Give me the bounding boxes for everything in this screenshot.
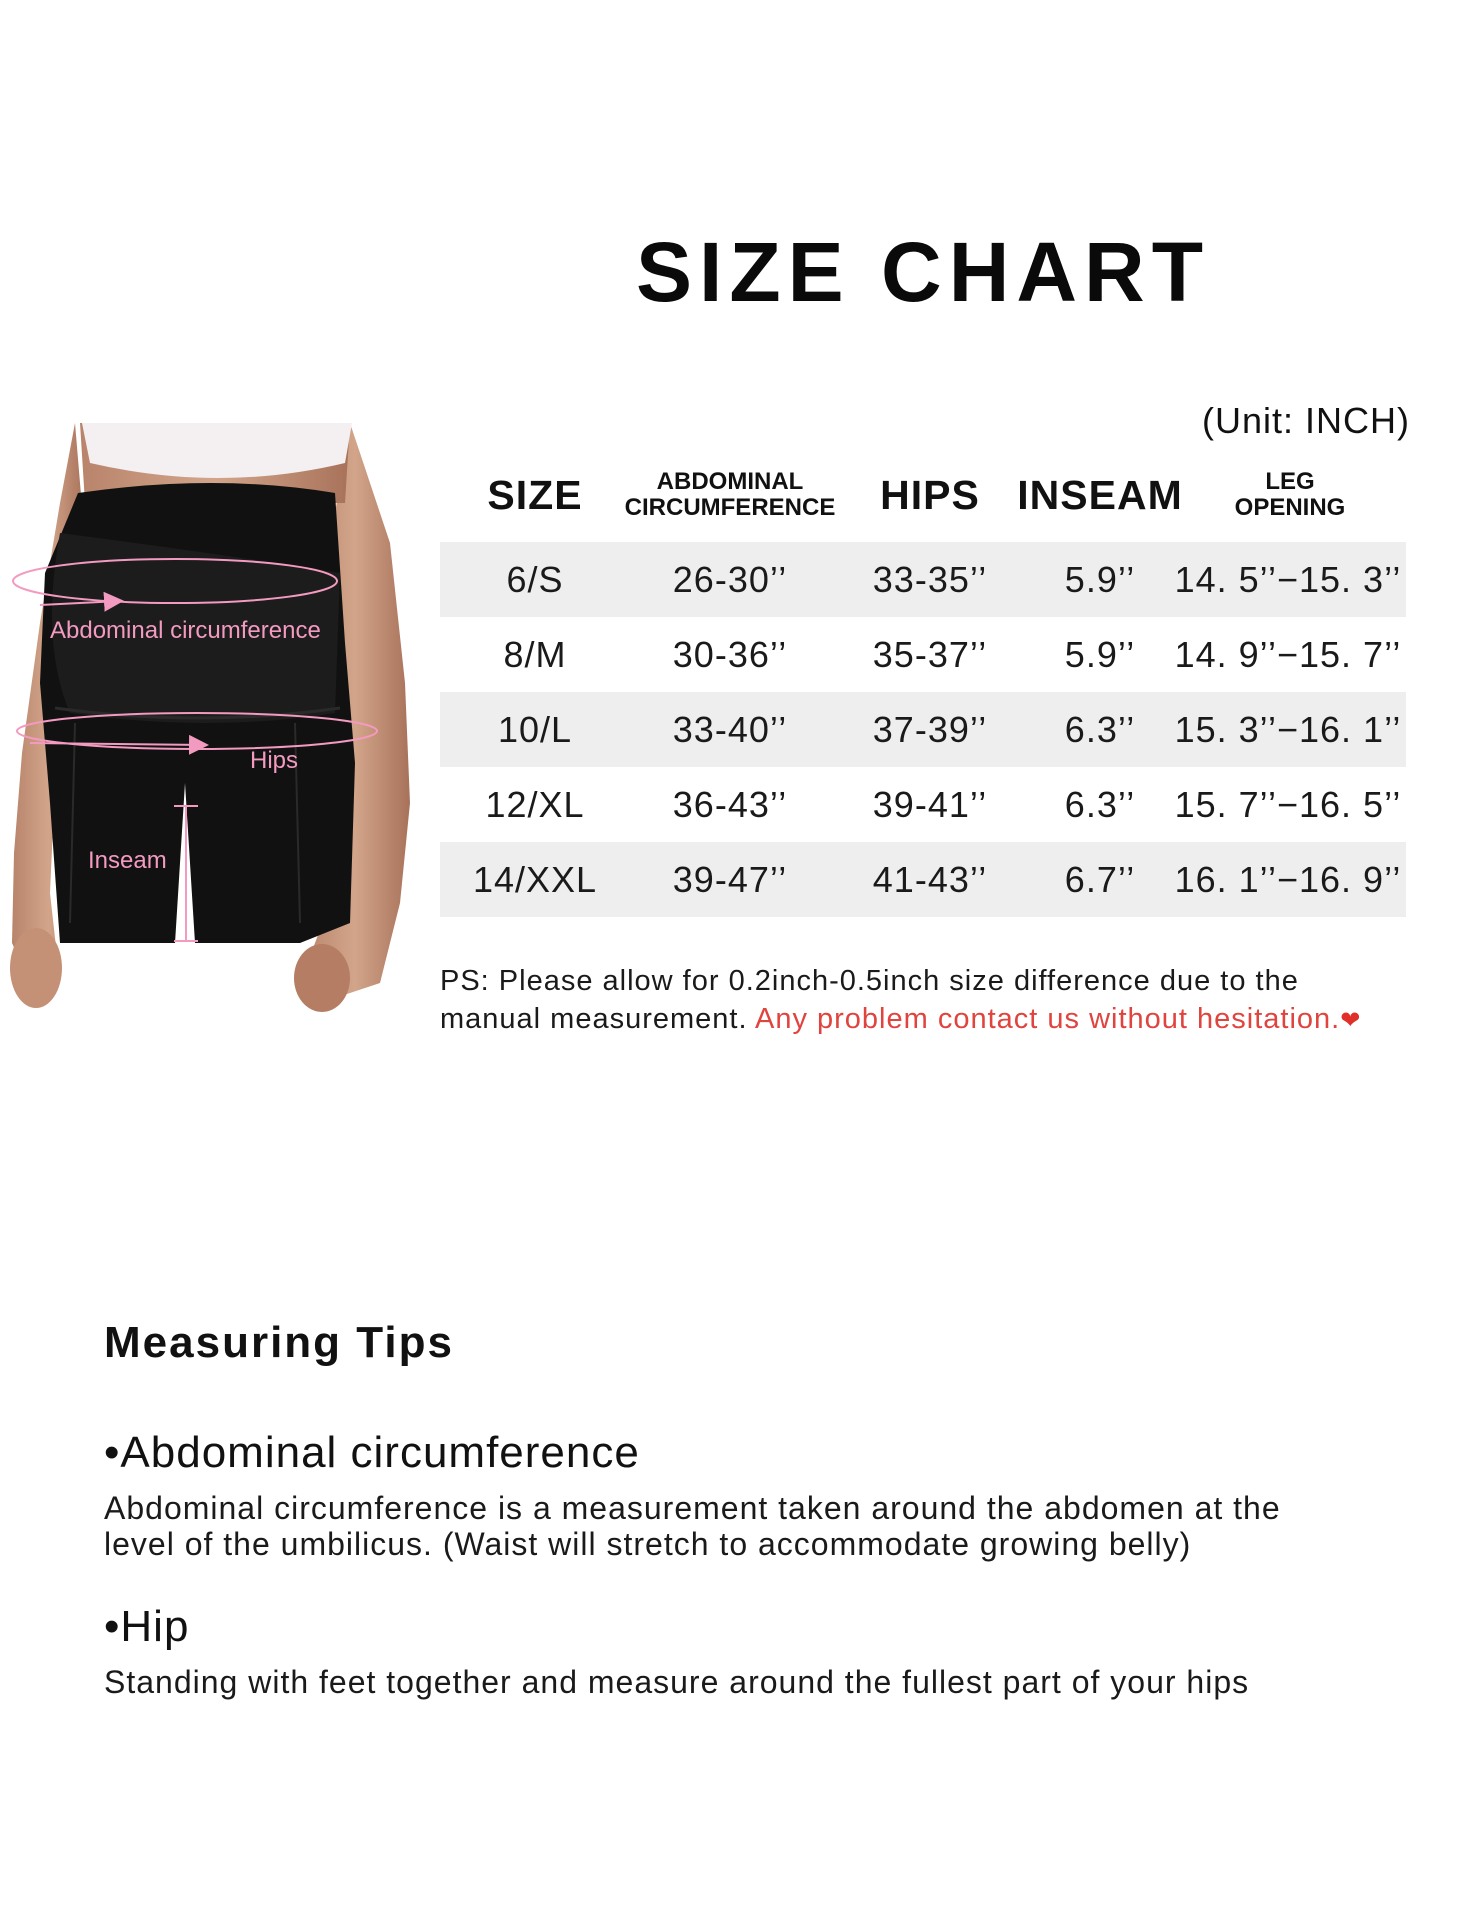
cell-hips: 35-37’’ xyxy=(872,633,988,675)
page-title: SIZE CHART xyxy=(636,225,1210,319)
cell-abdominal: 26-30’’ xyxy=(672,558,788,600)
note-line2-plain: manual measurement. xyxy=(440,1003,755,1035)
hips-label: Hips xyxy=(250,747,299,774)
table-row xyxy=(440,617,1406,692)
cell-leg-opening: 15. 3’’−16. 1’’ xyxy=(1174,708,1402,750)
header-hips xyxy=(840,450,1020,540)
header-size-label: SIZE xyxy=(487,471,583,518)
header-leg-line1: LEG xyxy=(1265,468,1315,495)
cell-abdominal: 33-40’’ xyxy=(672,708,788,750)
cell-abdominal: 30-36’’ xyxy=(672,633,788,675)
cell-size: 6/S xyxy=(506,558,564,600)
table-row xyxy=(440,767,1406,842)
table-header xyxy=(440,450,1406,540)
model-illustration xyxy=(0,423,432,1017)
header-abdominal xyxy=(610,450,850,540)
cell-hips: 39-41’’ xyxy=(872,783,988,825)
cell-leg-opening: 15. 7’’−16. 5’’ xyxy=(1174,783,1402,825)
cell-hips: 37-39’’ xyxy=(872,708,988,750)
tip-abdominal-title: •Abdominal circumference xyxy=(104,1428,640,1477)
cell-abdominal: 39-47’’ xyxy=(672,858,788,900)
cell-inseam: 6.3’’ xyxy=(1064,783,1136,825)
header-size xyxy=(440,450,630,540)
contact-note: Any problem contact us without hesitation. xyxy=(754,1003,1341,1035)
note-line1: PS: Please allow for 0.2inch-0.5inch size difference due to the xyxy=(440,965,1299,997)
tip-hip-title: •Hip xyxy=(104,1602,190,1651)
cell-inseam: 5.9’’ xyxy=(1064,633,1136,675)
cell-size: 12/XL xyxy=(485,783,585,825)
table-row xyxy=(440,692,1406,767)
header-inseam-label: INSEAM xyxy=(1017,471,1183,518)
cell-hips: 33-35’’ xyxy=(872,558,988,600)
cell-leg-opening: 14. 5’’−15. 3’’ xyxy=(1174,558,1402,600)
tip-abdominal-line1: Abdominal circumference is a measurement taken around the abdomen at the xyxy=(104,1490,1281,1526)
cell-size: 8/M xyxy=(503,633,567,675)
header-hips-label: HIPS xyxy=(880,471,980,518)
cell-size: 14/XXL xyxy=(472,858,598,900)
inseam-label: Inseam xyxy=(88,847,167,874)
table-row xyxy=(440,542,1406,617)
tip-abdominal-line2: level of the umbilicus. (Waist will stretch to accommodate growing belly) xyxy=(104,1526,1192,1562)
cell-size: 10/L xyxy=(497,708,573,750)
header-leg-line2: OPENING xyxy=(1234,494,1346,521)
header-abdominal-line2: CIRCUMFERENCE xyxy=(624,494,836,521)
header-abdominal-line1: ABDOMINAL xyxy=(656,468,804,495)
cell-inseam: 5.9’’ xyxy=(1064,558,1136,600)
cell-leg-opening: 16. 1’’−16. 9’’ xyxy=(1174,858,1402,900)
table-row xyxy=(440,842,1406,917)
tip-abdominal-body xyxy=(104,1490,1404,1562)
size-note xyxy=(440,962,1440,1040)
cell-leg-opening: 14. 9’’−15. 7’’ xyxy=(1174,633,1402,675)
header-leg-opening xyxy=(1180,450,1400,540)
cell-abdominal: 36-43’’ xyxy=(672,783,788,825)
cell-inseam: 6.7’’ xyxy=(1064,858,1136,900)
heart-icon: ❤ xyxy=(1340,1007,1362,1034)
cell-hips: 41-43’’ xyxy=(872,858,988,900)
cell-inseam: 6.3’’ xyxy=(1064,708,1136,750)
tip-hip-body xyxy=(104,1664,1404,1700)
tip-hip-line1: Standing with feet together and measure around the fullest part of your hips xyxy=(104,1664,1250,1700)
model-photo xyxy=(0,423,432,1017)
note-line2 xyxy=(440,1000,1440,1040)
header-inseam xyxy=(1000,450,1200,540)
tips-heading: Measuring Tips xyxy=(104,1318,454,1367)
abdominal-label: Abdominal circumference xyxy=(50,617,321,644)
unit-label: (Unit: INCH) xyxy=(1202,400,1410,441)
